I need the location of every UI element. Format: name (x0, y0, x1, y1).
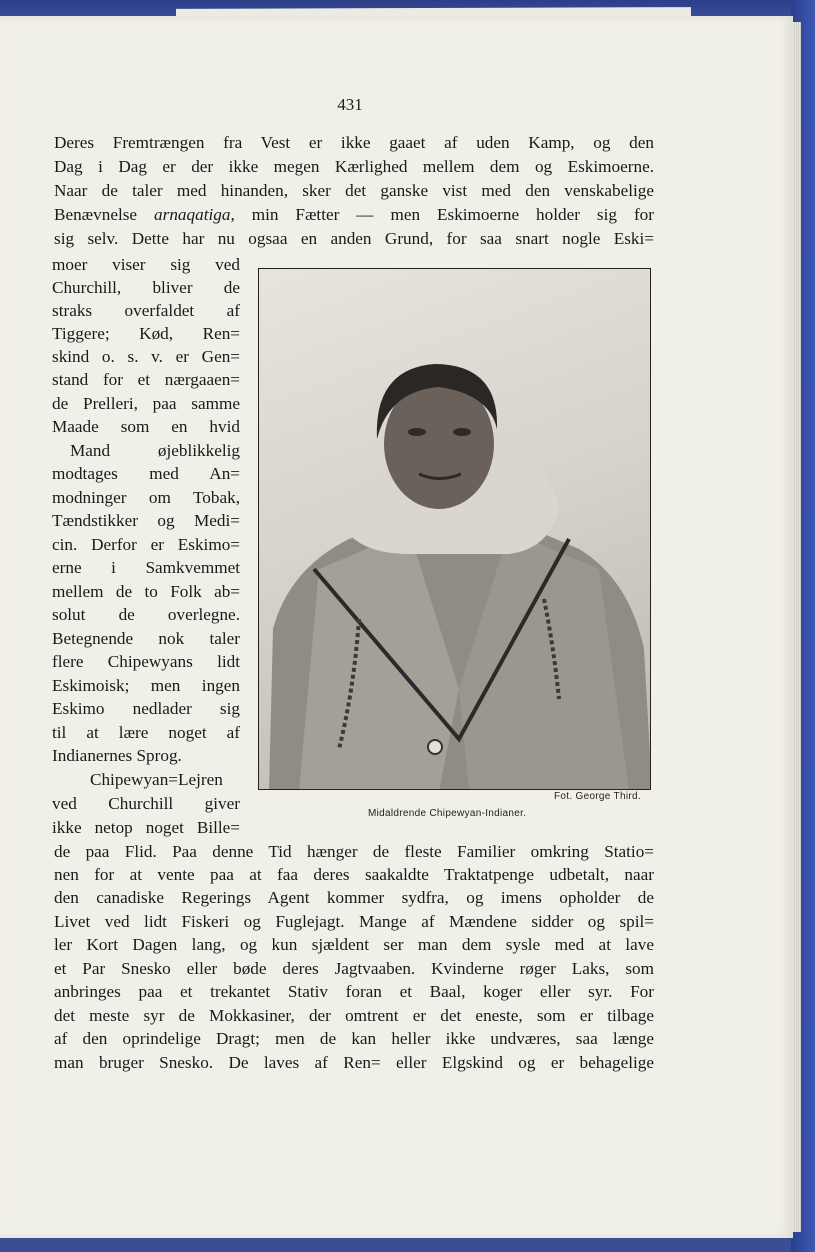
text-line: erne i Samkvemmet (52, 558, 240, 577)
text-line: mellem de to Folk ab= (52, 582, 240, 601)
text-line: af den oprindelige Dragt; men de kan heller ikke undværes, saa længe (54, 1029, 654, 1048)
page-fore-edge (793, 22, 801, 1232)
text-line: Livet ved lidt Fiskeri og Fuglejagt. Mange af Mændene sidder og spil= (54, 912, 654, 931)
photo-credit: Fot. George Third. (554, 791, 641, 802)
text-line: de paa Flid. Paa denne Tid hænger de fleste Familier omkring Statio= (54, 842, 654, 861)
text-line: flere Chipewyans lidt (52, 652, 240, 671)
text-line: ved Churchill giver (52, 794, 240, 813)
text-line: Eskimo nedlader sig (52, 699, 240, 718)
text-line: stand for et nærgaaen= (52, 370, 240, 389)
text-line: et Par Snesko eller bøde deres Jagtvaaben. Kvinderne røger Laks, som (54, 959, 654, 978)
portrait-photo (258, 268, 651, 790)
text-line: Mand øjeblikkelig (70, 441, 240, 460)
text-line: ikke netop noget Bille= (52, 818, 240, 837)
text-line: Deres Fremtrængen fra Vest er ikke gaaet af uden Kamp, og den (54, 133, 654, 152)
text-line: anbringes paa et trekantet Stativ foran et Baal, koger eller syr. For (54, 982, 654, 1001)
text-line: Tiggere; Kød, Ren= (52, 324, 240, 343)
text-line: Tændstikker og Medi= (52, 511, 240, 530)
portrait-illustration (259, 269, 651, 790)
text-line: skind o. s. v. er Gen= (52, 347, 240, 366)
text-line: Benævnelse arnaqatiga, min Fætter — men Eskimoerne holder sig for (54, 205, 654, 224)
text-line: straks overfaldet af (52, 301, 240, 320)
text-line: Betegnende nok taler (52, 629, 240, 648)
text-line: man bruger Snesko. De laves af Ren= eller Elgskind og er behagelige (54, 1053, 654, 1072)
text-line: Dag i Dag er der ikke megen Kærlighed mellem dem og Eskimoerne. (54, 157, 654, 176)
text-line: solut de overlegne. (52, 605, 240, 624)
text-line: modtages med An= (52, 464, 240, 483)
text-line: moer viser sig ved (52, 255, 240, 274)
text-line: Indianernes Sprog. (52, 746, 182, 765)
page-number: 431 (337, 95, 363, 114)
text-line: Naar de taler med hinanden, sker det ganske vist med den venskabelige (54, 181, 654, 200)
text-line: Chipewyan=Lejren (90, 770, 223, 789)
photo-caption: Midaldrende Chipewyan-Indianer. (368, 808, 527, 819)
text-line: ler Kort Dagen lang, og kun sjældent ser man dem sysle med at lave (54, 935, 654, 954)
text-line: sig selv. Dette har nu ogsaa en anden Grund, for saa snart nogle Eski= (54, 229, 654, 248)
text-line: det meste syr de Mokkasiner, der omtrent er det eneste, som er tilbage (54, 1006, 654, 1025)
text-line: modninger om Tobak, (52, 488, 240, 507)
text-line: til at lære noget af (52, 723, 240, 742)
text-line: Churchill, bliver de (52, 278, 240, 297)
text-line: Maade som en hvid (52, 417, 240, 436)
text-line: de Prelleri, paa samme (52, 394, 240, 413)
text-line: Eskimoisk; men ingen (52, 676, 240, 695)
text-line: cin. Derfor er Eskimo= (52, 535, 240, 554)
text-line: den canadiske Regerings Agent kommer sydfra, og imens opholder de (54, 888, 654, 907)
text-line: nen for at vente paa at faa deres saakaldte Traktatpenge udbetalt, naar (54, 865, 654, 884)
